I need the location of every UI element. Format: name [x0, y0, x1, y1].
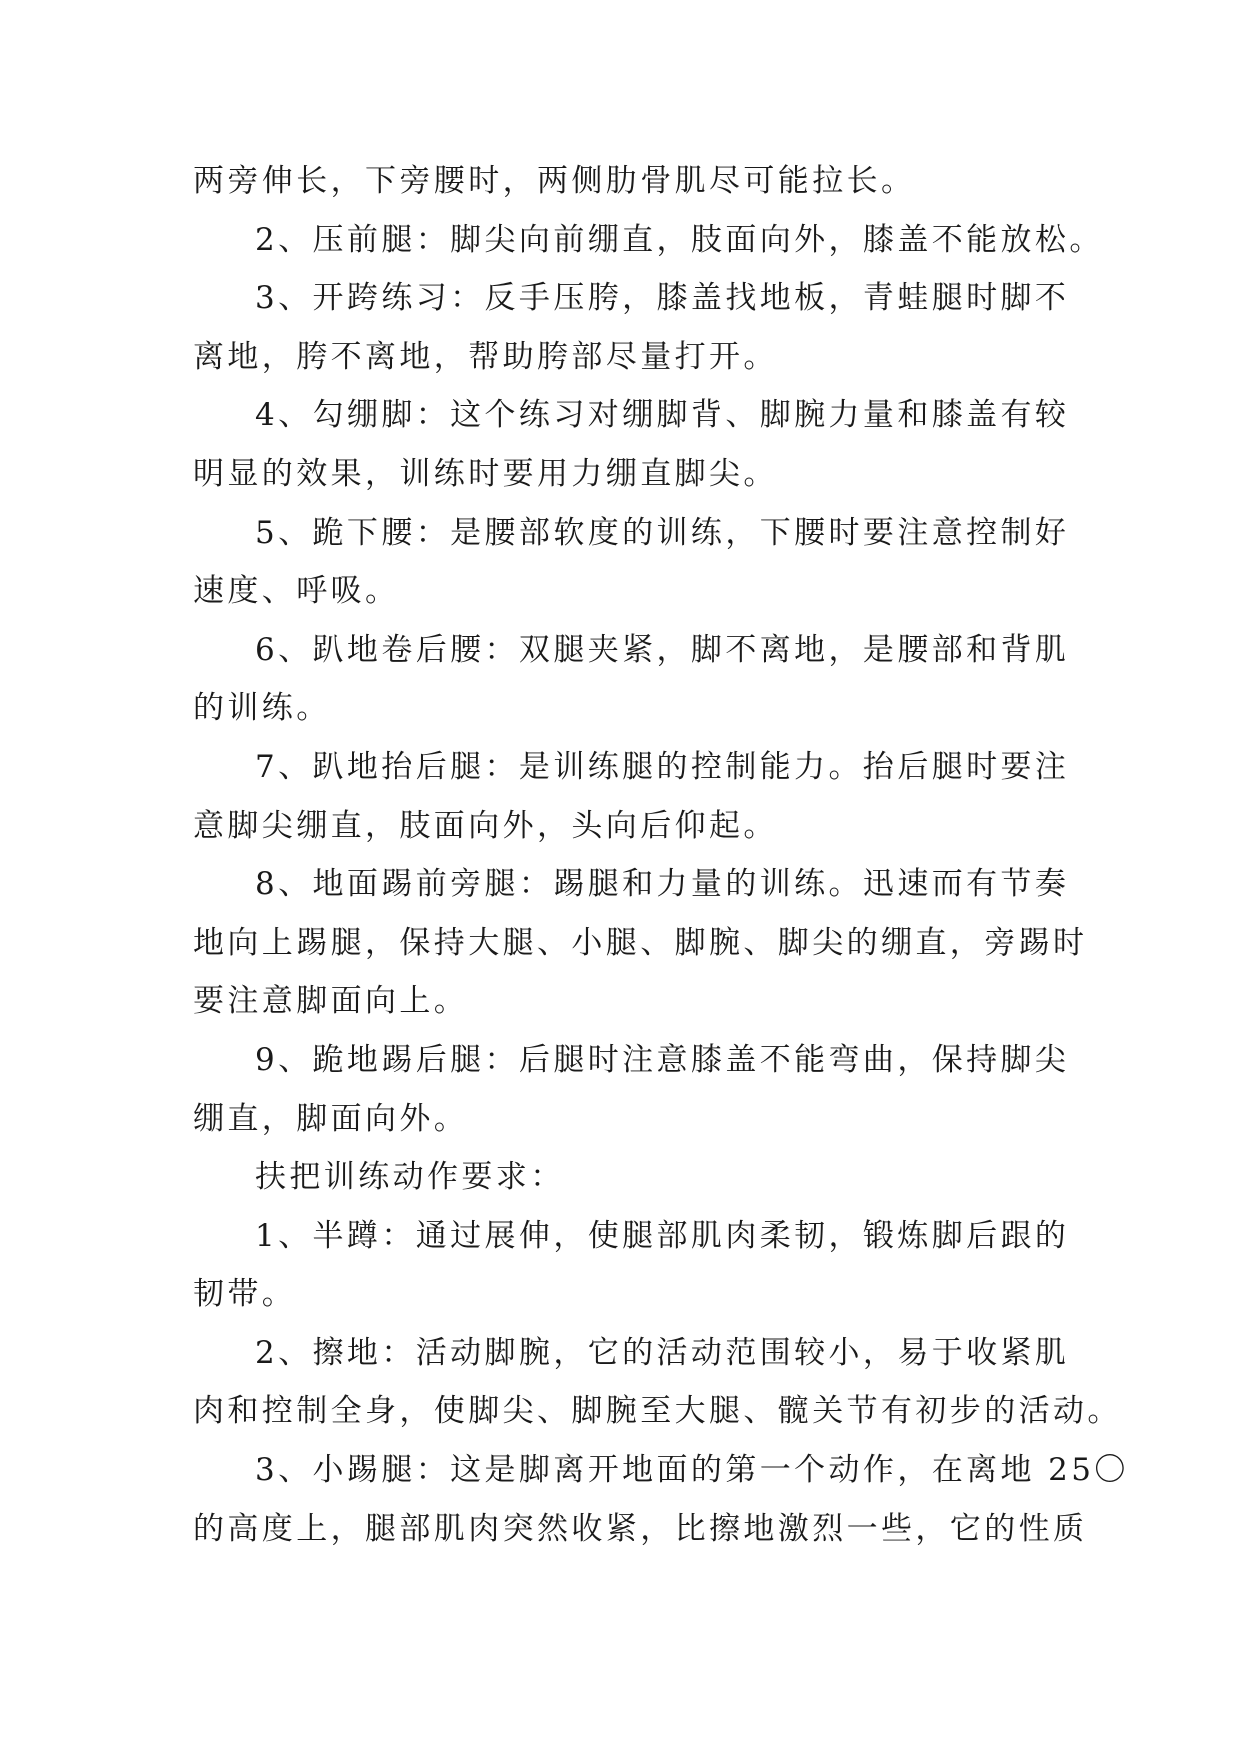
text-line: 5、跪下腰：是腰部软度的训练，下腰时要注意控制好	[255, 514, 1070, 551]
text-line: 速度、呼吸。	[193, 573, 400, 610]
text-line: 9、跪地踢后腿：后腿时注意膝盖不能弯曲，保持脚尖	[255, 1041, 1070, 1078]
text-line: 3、开跨练习：反手压胯，膝盖找地板，青蛙腿时脚不	[255, 280, 1070, 317]
text-line: 7、趴地抬后腿：是训练腿的控制能力。抬后腿时要注	[255, 748, 1070, 785]
text-line: 绷直，脚面向外。	[193, 1100, 469, 1137]
text-line: 两旁伸长，下旁腰时，两侧肋骨肌尽可能拉长。	[193, 163, 916, 199]
text-line: 6、趴地卷后腰：双腿夹紧，脚不离地，是腰部和背肌	[255, 631, 1070, 668]
text-line: 离地，胯不离地，帮助胯部尽量打开。	[193, 338, 778, 375]
text-line: 3、小踢腿：这是脚离开地面的第一个动作，在离地 25〇	[255, 1452, 1129, 1489]
text-line: 地向上踢腿，保持大腿、小腿、脚腕、脚尖的绷直，旁踢时	[193, 924, 1088, 961]
text-line: 8、地面踢前旁腿：踢腿和力量的训练。迅速而有节奏	[255, 866, 1070, 903]
text-line: 2、压前腿：脚尖向前绷直，肢面向外，膝盖不能放松。	[255, 221, 1104, 258]
text-line: 肉和控制全身，使脚尖、脚腕至大腿、髋关节有初步的活动。	[193, 1393, 1122, 1430]
section-heading: 扶把训练动作要求：	[255, 1159, 565, 1196]
text-line: 2、擦地：活动脚腕，它的活动范围较小，易于收紧肌	[255, 1334, 1070, 1371]
text-line: 的高度上，腿部肌肉突然收紧，比擦地激烈一些，它的性质	[193, 1510, 1088, 1547]
text-line: 明显的效果，训练时要用力绷直脚尖。	[193, 455, 778, 492]
text-line: 要注意脚面向上。	[193, 983, 469, 1020]
document-body	[193, 152, 1129, 1558]
text-line: 韧带。	[193, 1276, 297, 1313]
text-line: 4、勾绷脚：这个练习对绷脚背、脚腕力量和膝盖有较	[255, 397, 1070, 434]
text-line: 意脚尖绷直，肢面向外，头向后仰起。	[193, 807, 778, 844]
text-line: 1、半蹲：通过展伸，使腿部肌肉柔韧，锻炼脚后跟的	[255, 1217, 1070, 1254]
text-line: 的训练。	[193, 690, 331, 727]
